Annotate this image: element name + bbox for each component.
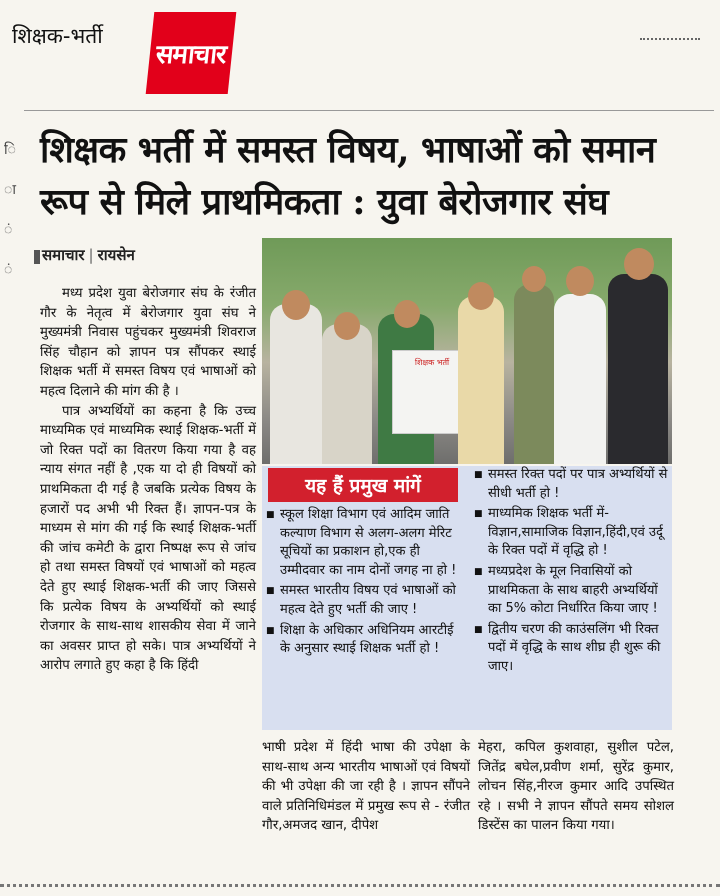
image-caption: शिक्षक-भर्ती — [12, 24, 103, 48]
person — [554, 294, 606, 464]
person-head — [394, 300, 420, 328]
memorandum-board: शिक्षक भर्ती — [392, 350, 472, 434]
demands-list-left — [266, 506, 462, 661]
article-column-3: मेहरा, कपिल कुशवाहा, सुशील पटेल, जितेंद्र बघेल,प्रवीण शर्मा, सुरेंद्र कुमार, लोचन सिंह,नीरज कुमार आदि उपस्थित रहे । सभी ने ज्ञापन सौंपते समय सोशल डिस्टेंस का पालन किया गया। — [478, 740, 674, 834]
person-head — [624, 248, 654, 280]
newspaper-logo: समाचार — [146, 12, 237, 94]
demand-item: ■ समस्त रिक्त पदों पर पात्र अभ्यर्थियों से सीधी भर्ती हो ! — [474, 466, 670, 503]
demand-item: ■ समस्त भारतीय विषय एवं भाषाओं को महत्व देते हुए भर्ती की जाए ! — [266, 582, 462, 619]
demand-item: ■ मध्यप्रदेश के मूल निवासियों को प्राथमिकता के साथ बाहरी अभ्यर्थियों का 5% कोटा निर्धारित किया जाए ! — [474, 563, 670, 619]
news-photo — [262, 238, 672, 464]
person — [270, 304, 322, 464]
article-column-1 — [40, 284, 256, 676]
byline-marker — [34, 250, 40, 264]
person-head — [522, 266, 546, 292]
demand-item: ■ माध्यमिक शिक्षक भर्ती में- विज्ञान,सामाजिक विज्ञान,हिंदी,एवं उर्दू के रिक्त पदों में वृद्धि हो ! — [474, 505, 670, 561]
demands-list-right — [474, 466, 670, 679]
paragraph: पात्र अभ्यर्थियों का कहना है कि उच्च माध्यमिक एवं माध्यमिक स्थाई शिक्षक-भर्ती में जो रिक्त पदों का वितरण किया गया है वह न्याय संगत नहीं है ,एक या दो ही विषयों को प्राथमिकता दी गई है जबकि प्रत्येक विषय के हजारों पद अभी भी रिक्त हैं। ज्ञापन-पत्र के माध्यम से मांग की गई कि स्थाई शिक्षक-भर्ती की जांच कमेटी के द्वारा निष्पक्ष रूप से जांच हो तथा समस्त विषयों एवं भाषाओं को महत्व देते हुए स्थाई शिक्षक-भर्ती की जाए जिससे कि प्रत्येक विषय के अभ्यर्थियों को स्थाई रोजगार के साथ-साथ शासकीय सेवा में जाने का अवसर प्राप्त हो सके। पात्र अभ्यर्थियों ने आरोप लगाते हुए कहा है कि हिंदी — [40, 403, 256, 674]
person-head — [334, 312, 360, 340]
edge-decoration — [640, 38, 700, 48]
byline-source: समाचार — [42, 246, 85, 264]
byline-location: रायसेन — [97, 246, 135, 264]
person-head — [566, 266, 594, 296]
margin-marks: ि ा ं ं — [4, 142, 16, 278]
person-head — [468, 282, 494, 310]
paragraph: मध्य प्रदेश युवा बेरोजगार संघ के रंजीत गौर के नेतृत्व में बेरोजगार युवा संघ ने मुख्यमंत्री निवास पहुंचकर मुख्यमंत्री शिवराज सिंह चौहान को ज्ञापन पत्र सौंपकर स्थाई शिक्षक भर्ती में समस्त विषय एवं भाषाओं को महत्व दिलाने की मांग की है । — [40, 286, 256, 399]
top-rule — [24, 110, 714, 111]
person — [608, 274, 668, 464]
demands-title: यह हैं प्रमुख मांगें — [268, 468, 458, 502]
byline: समाचार | रायसेन — [42, 246, 135, 264]
headline: शिक्षक भर्ती में समस्त विषय, भाषाओं को समान रूप से मिले प्राथमिकता : युवा बेरोजगार संघ — [40, 129, 656, 223]
person-head — [282, 290, 310, 320]
demand-item: ■ शिक्षा के अधिकार अधिनियम आरटीई के अनुसार स्थाई शिक्षक भर्ती हो ! — [266, 622, 462, 659]
demand-item: ■ द्वितीय चरण की काउंसलिंग भी रिक्त पदों में वृद्धि के साथ शीघ्र ही शुरू की जाए। — [474, 621, 670, 677]
demand-item: ■ स्कूल शिक्षा विभाग एवं आदिम जाति कल्याण विभाग से अलग-अलग मेरिट सूचियों का प्रकाशन हो,एक ही उम्मीदवार का नाम दोनों जगह ना हो ! — [266, 506, 462, 580]
bottom-edge — [0, 884, 720, 887]
person — [514, 284, 554, 464]
article-column-2: भाषी प्रदेश में हिंदी भाषा की उपेक्षा के साथ-साथ अन्य भारतीय भाषाओं एवं विषयों की भी उपेक्षा की जा रही है । ज्ञापन सौंपने वाले प्रतिनिधिमंडल में प्रमुख रूप से - रंजीत गौर,अमजद खान, दीपेश — [262, 740, 470, 834]
person — [322, 324, 372, 464]
person — [458, 296, 504, 464]
